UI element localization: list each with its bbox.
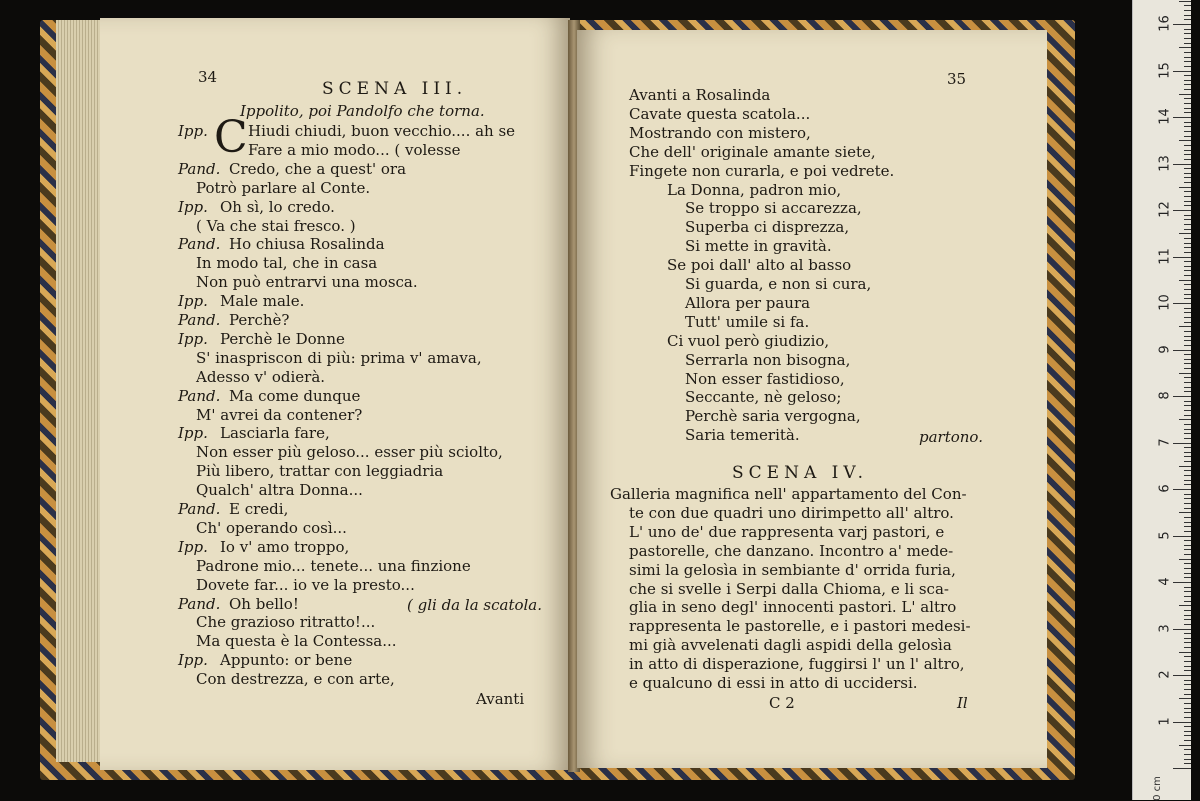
prose-line: te con due quadri uno dirimpetto all' altro. <box>629 503 954 522</box>
ruler-number: 13 <box>1157 154 1173 172</box>
ruler-tick <box>1184 270 1191 271</box>
ruler-tick <box>1179 419 1191 420</box>
ruler-tick <box>1184 717 1191 718</box>
speaker-label: Pand. <box>178 311 221 329</box>
page-number: 35 <box>947 70 967 88</box>
ruler-tick <box>1184 633 1191 634</box>
ruler-tick <box>1184 168 1191 169</box>
ruler-tick <box>1179 326 1191 327</box>
ruler-tick <box>1184 312 1191 313</box>
ruler-tick <box>1184 322 1191 323</box>
ruler-tick <box>1184 340 1191 341</box>
prose-line: simi la gelosìa in sembiante d' orrida furia, <box>629 560 956 579</box>
ruler-tick <box>1184 754 1191 755</box>
ruler-tick <box>1179 1 1191 2</box>
ruler-tick <box>1184 177 1191 178</box>
ruler-tick <box>1184 596 1191 597</box>
dialogue-line: Fare a mio modo... ( volesse <box>248 140 461 159</box>
ruler-number: 12 <box>1157 201 1173 218</box>
ruler-tick <box>1184 517 1191 518</box>
ruler-tick <box>1184 573 1191 574</box>
ruler-tick <box>1184 684 1191 685</box>
dialogue-line: Adesso v' odierà. <box>196 367 326 386</box>
ruler-tick <box>1184 336 1191 337</box>
prose-line: Galleria magnifica nell' appartamento del Con- <box>610 485 967 503</box>
ruler-number: 11 <box>1157 247 1173 265</box>
ruler-tick <box>1184 308 1191 309</box>
speaker-label: Ipp. <box>178 197 208 216</box>
ruler-tick <box>1184 145 1191 146</box>
ruler-tick <box>1184 661 1191 662</box>
verse-line: Non esser fastidioso, <box>685 369 845 388</box>
ruler-tick <box>1184 494 1191 495</box>
ruler-tick <box>1184 377 1191 378</box>
catchword: Avanti <box>476 690 525 708</box>
prose-line: pastorelle, che danzano. Incontro a' mede- <box>629 541 954 560</box>
verse-line: Avanti a Rosalinda <box>629 86 771 104</box>
ruler-tick <box>1184 247 1191 248</box>
scene-title: SCENA IV. <box>732 463 869 483</box>
ruler-tick <box>1184 75 1191 76</box>
dialogue-line: S' inaspriscon di più: prima v' amava, <box>196 348 482 367</box>
ruler-tick <box>1184 531 1191 532</box>
ruler-tick <box>1184 345 1191 346</box>
ruler-tick <box>1184 224 1191 225</box>
page-number: 34 <box>198 68 218 86</box>
ruler-tick <box>1184 522 1191 523</box>
dialogue-line: Potrò parlare al Conte. <box>196 178 371 197</box>
ruler-tick <box>1184 708 1191 709</box>
verse-line: Ci vuol però giudizio, <box>667 331 830 350</box>
ruler-tick <box>1184 131 1191 132</box>
ruler-tick <box>1184 173 1191 174</box>
scene-subtitle: Ippolito, poi Pandolfo che torna. <box>240 102 485 120</box>
dialogue-line: Ma questa è la Contessa... <box>196 632 397 651</box>
ruler-tick <box>1184 545 1191 546</box>
verse-line: Mostrando con mistero, <box>629 123 811 142</box>
ruler-tick <box>1184 126 1191 127</box>
left-page <box>100 18 570 770</box>
ruler-tick <box>1184 587 1191 588</box>
verse-line: Superba ci disprezza, <box>685 218 850 237</box>
exit-direction: partono. <box>919 428 983 446</box>
ruler-tick <box>1184 447 1191 448</box>
ruler-tick <box>1184 638 1191 639</box>
ruler-number: 8 <box>1157 391 1173 400</box>
ruler-tick <box>1184 150 1191 151</box>
ruler-tick <box>1173 582 1191 583</box>
ruler-tick <box>1184 196 1191 197</box>
drop-cap: C <box>214 112 248 163</box>
dialogue-line: Perchè? <box>229 311 290 329</box>
ruler-tick <box>1179 280 1191 281</box>
ruler-tick <box>1173 722 1191 723</box>
prose-line: che si svelle i Serpi dalla Chioma, e li sca- <box>629 579 949 598</box>
dialogue-line: Dovete far... io ve la presto... <box>196 575 415 594</box>
ruler-tick <box>1184 298 1191 299</box>
ruler-tick <box>1179 233 1191 234</box>
dialogue-line: Ch' operando così... <box>196 518 347 537</box>
dialogue-line: Hiudi chiudi, buon vecchio.... ah se <box>248 122 516 140</box>
ruler-tick <box>1173 257 1191 258</box>
ruler-number: 16 <box>1157 15 1173 32</box>
ruler-tick <box>1173 396 1191 397</box>
ruler-tick <box>1179 512 1191 513</box>
ruler-tick <box>1173 629 1191 630</box>
ruler-tick <box>1184 540 1191 541</box>
ruler-tick <box>1179 466 1191 467</box>
prose-line: rappresenta le pastorelle, e i pastori medesi- <box>629 617 971 636</box>
ruler-tick <box>1184 563 1191 564</box>
dialogue-line: Che grazioso ritratto!... <box>196 613 376 632</box>
speaker-label: Pand. <box>178 235 221 254</box>
ruler-tick <box>1184 438 1191 439</box>
ruler-number: 2 <box>1157 670 1173 679</box>
dialogue-line: Padrone mio... tenete... una finzione <box>196 556 471 575</box>
speaker-label: Ipp. <box>178 122 208 140</box>
ruler-tick <box>1184 549 1191 550</box>
dialogue-line: Oh bello! <box>229 594 299 613</box>
ruler-tick <box>1184 294 1191 295</box>
dialogue-line: Più libero, trattar con leggiadria <box>196 462 444 481</box>
ruler-tick <box>1184 52 1191 53</box>
ruler-tick <box>1184 84 1191 85</box>
prose-line: in atto di disperazione, fuggirsi l' un l' altro, <box>629 655 965 674</box>
ruler-tick <box>1184 10 1191 11</box>
ruler-tick <box>1184 66 1191 67</box>
ruler-tick <box>1184 452 1191 453</box>
ruler-tick <box>1179 373 1191 374</box>
ruler-tick <box>1173 164 1191 165</box>
speaker-label: Pand. <box>178 594 221 613</box>
right-page <box>577 30 1047 768</box>
speaker-label: Ipp. <box>178 424 208 443</box>
ruler-tick <box>1184 191 1191 192</box>
dialogue-line: ( Va che stai fresco. ) <box>196 216 356 235</box>
ruler-tick <box>1184 331 1191 332</box>
ruler-tick <box>1184 284 1191 285</box>
ruler-tick <box>1173 71 1191 72</box>
ruler-number: 4 <box>1157 577 1173 586</box>
verse-line: Tutt' umile si fa. <box>685 312 810 331</box>
dialogue-line: Ho chiusa Rosalinda <box>229 235 385 254</box>
ruler-tick <box>1184 470 1191 471</box>
ruler-tick <box>1184 591 1191 592</box>
dialogue-line: Non esser più geloso... esser più sciolto, <box>196 443 503 462</box>
ruler-tick <box>1184 624 1191 625</box>
ruler-tick <box>1184 429 1191 430</box>
ruler-number: 3 <box>1157 623 1173 633</box>
ruler-tick <box>1184 610 1191 611</box>
speaker-label: Pand. <box>178 386 221 405</box>
ruler-number: 5 <box>1157 530 1173 540</box>
ruler-tick <box>1184 475 1191 476</box>
ruler-tick <box>1184 103 1191 104</box>
verse-line: Seccante, nè geloso; <box>685 388 842 407</box>
verse-line: Se poi dall' alto al basso <box>667 256 852 275</box>
signature-mark: C 2 <box>769 694 795 712</box>
ruler-tick <box>1184 387 1191 388</box>
ruler-tick <box>1184 726 1191 727</box>
ruler-tick <box>1184 456 1191 457</box>
ruler-tick <box>1184 424 1191 425</box>
ruler-tick <box>1184 219 1191 220</box>
ruler-tick <box>1184 266 1191 267</box>
speaker-label: Ipp. <box>178 292 208 311</box>
ruler-tick <box>1184 57 1191 58</box>
ruler-tick <box>1184 508 1191 509</box>
dialogue-line: Lasciarla fare, <box>220 424 330 443</box>
ruler-tick <box>1184 740 1191 741</box>
ruler-tick <box>1184 526 1191 527</box>
ruler-tick <box>1179 652 1191 653</box>
ruler-tick <box>1184 601 1191 602</box>
ruler-tick <box>1173 768 1191 769</box>
ruler-number: 10 <box>1157 294 1173 311</box>
prose-line: glia in seno degl' innocenti pastori. L' altro <box>629 598 957 617</box>
ruler-tick <box>1184 5 1191 6</box>
ruler-tick <box>1184 410 1191 411</box>
verse-line: Fingete non curarla, e poi vedrete. <box>629 161 895 180</box>
ruler-tick <box>1184 363 1191 364</box>
ruler-tick <box>1184 98 1191 99</box>
ruler-tick <box>1184 289 1191 290</box>
prose-line: mi già avvelenati dagli aspidi della gelosìa <box>629 636 952 655</box>
ruler-tick <box>1184 229 1191 230</box>
ruler-tick <box>1184 122 1191 123</box>
ruler-tick <box>1184 568 1191 569</box>
ruler-tick <box>1184 647 1191 648</box>
dialogue-line: Qualch' altra Donna... <box>196 481 363 500</box>
ruler-tick <box>1184 29 1191 30</box>
dialogue-line: Ma come dunque <box>229 386 361 405</box>
dialogue-line: Non può entrarvi una mosca. <box>196 273 418 292</box>
ruler-tick <box>1184 43 1191 44</box>
ruler-tick <box>1184 577 1191 578</box>
prose-line: e qualcuno di essi in atto di uccidersi. <box>629 674 918 692</box>
ruler-tick <box>1173 489 1191 490</box>
ruler-tick <box>1184 619 1191 620</box>
verse-line: Si guarda, e non si cura, <box>685 275 872 293</box>
ruler-tick <box>1184 243 1191 244</box>
ruler-tick <box>1184 712 1191 713</box>
verse-line: Cavate questa scatola... <box>629 104 811 123</box>
ruler-tick <box>1184 182 1191 183</box>
ruler-tick <box>1184 61 1191 62</box>
ruler-tick <box>1184 215 1191 216</box>
ruler-tick <box>1184 480 1191 481</box>
verse-line: Che dell' originale amante siete, <box>629 142 876 161</box>
ruler-tick <box>1184 694 1191 695</box>
ruler-tick <box>1184 159 1191 160</box>
ruler-number: 15 <box>1157 61 1173 79</box>
ruler-tick <box>1184 19 1191 20</box>
ruler-tick <box>1173 303 1191 304</box>
dialogue-line: E credi, <box>229 500 289 518</box>
dialogue-line: Credo, che a quest' ora <box>229 159 407 178</box>
speaker-label: Ipp. <box>178 537 208 556</box>
ruler-tick <box>1184 703 1191 704</box>
verse-line: La Donna, padron mio, <box>667 180 842 199</box>
catchword: Il <box>957 694 968 712</box>
ruler-tick <box>1173 210 1191 211</box>
speaker-label: Pand. <box>178 159 221 178</box>
ruler-number: 6 <box>1157 484 1173 493</box>
ruler-tick <box>1184 15 1191 16</box>
dialogue-line: M' avrei da contener? <box>196 405 363 424</box>
ruler-tick <box>1184 731 1191 732</box>
ruler-number: 7 <box>1157 437 1173 447</box>
ruler-tick <box>1179 698 1191 699</box>
ruler-tick <box>1184 252 1191 253</box>
ruler-tick <box>1184 415 1191 416</box>
ruler-tick <box>1184 763 1191 764</box>
speaker-label: Ipp. <box>178 651 208 670</box>
ruler-tick <box>1184 749 1191 750</box>
ruler-tick <box>1173 675 1191 676</box>
ruler-tick <box>1184 154 1191 155</box>
dialogue-line: Oh sì, lo credo. <box>220 197 335 216</box>
ruler-tick <box>1184 136 1191 137</box>
ruler-tick <box>1184 498 1191 499</box>
ruler-tick <box>1184 554 1191 555</box>
ruler-number: 1 <box>1157 716 1173 726</box>
ruler-number: 9 <box>1157 344 1173 354</box>
ruler-tick <box>1184 205 1191 206</box>
verse-line: Se troppo si accarezza, <box>685 199 862 218</box>
ruler-tick <box>1173 350 1191 351</box>
ruler-tick <box>1184 670 1191 671</box>
dialogue-line: Male male. <box>220 292 305 311</box>
ruler-tick <box>1184 112 1191 113</box>
ruler-tick <box>1184 735 1191 736</box>
ruler-tick <box>1179 94 1191 95</box>
dialogue-line: Perchè le Donne <box>220 329 345 348</box>
ruler-tick <box>1184 689 1191 690</box>
ruler-tick <box>1184 405 1191 406</box>
ruler-tick <box>1184 642 1191 643</box>
ruler-tick <box>1184 461 1191 462</box>
ruler-tick <box>1179 745 1191 746</box>
measuring-ruler <box>1132 0 1191 800</box>
ruler-tick <box>1179 605 1191 606</box>
stage-direction: ( gli da la scatola. <box>407 596 543 614</box>
ruler-tick <box>1184 382 1191 383</box>
ruler-tick <box>1184 368 1191 369</box>
dialogue-line: Io v' amo troppo, <box>220 537 350 556</box>
ruler-tick <box>1184 354 1191 355</box>
ruler-tick <box>1184 261 1191 262</box>
speaker-label: Ipp. <box>178 329 208 348</box>
ruler-tick <box>1173 443 1191 444</box>
ruler-tick <box>1179 140 1191 141</box>
speaker-label: Pand. <box>178 500 221 518</box>
ruler-tick <box>1184 108 1191 109</box>
prose-line: L' uno de' due rappresenta varj pastori, e <box>629 522 945 541</box>
verse-line: Saria temerità. <box>685 426 800 445</box>
ruler-tick <box>1184 680 1191 681</box>
page-edges <box>56 20 106 762</box>
ruler-tick <box>1184 656 1191 657</box>
ruler-tick <box>1179 47 1191 48</box>
ruler-tick <box>1173 24 1191 25</box>
verse-line: Serrarla non bisogna, <box>685 350 851 369</box>
ruler-tick <box>1184 433 1191 434</box>
ruler-tick <box>1179 187 1191 188</box>
dialogue-line: In modo tal, che in casa <box>196 254 378 273</box>
ruler-tick <box>1184 317 1191 318</box>
verse-line: Si mette in gravità. <box>685 237 832 256</box>
dialogue-line: Appunto: or bene <box>220 651 353 670</box>
ruler-tick <box>1184 615 1191 616</box>
ruler-tick <box>1173 536 1191 537</box>
ruler-tick <box>1184 89 1191 90</box>
verse-line: Allora per paura <box>685 293 811 312</box>
ruler-tick <box>1184 201 1191 202</box>
ruler-number: 14 <box>1157 108 1173 125</box>
ruler-tick <box>1184 38 1191 39</box>
ruler-tick <box>1184 401 1191 402</box>
ruler-tick <box>1184 359 1191 360</box>
ruler-unit: 0 cm <box>1151 776 1163 801</box>
ruler-tick <box>1184 759 1191 760</box>
ruler-tick <box>1184 503 1191 504</box>
ruler-tick <box>1179 559 1191 560</box>
ruler-tick <box>1184 391 1191 392</box>
verse-line: Perchè saria vergogna, <box>685 407 861 426</box>
ruler-tick <box>1184 33 1191 34</box>
scene-title: SCENA III. <box>322 79 468 99</box>
dialogue-line: Con destrezza, e con arte, <box>196 670 395 689</box>
ruler-tick <box>1184 275 1191 276</box>
ruler-tick <box>1184 666 1191 667</box>
ruler-tick <box>1173 117 1191 118</box>
ruler-tick <box>1184 80 1191 81</box>
ruler-tick <box>1184 238 1191 239</box>
ruler-tick <box>1184 484 1191 485</box>
